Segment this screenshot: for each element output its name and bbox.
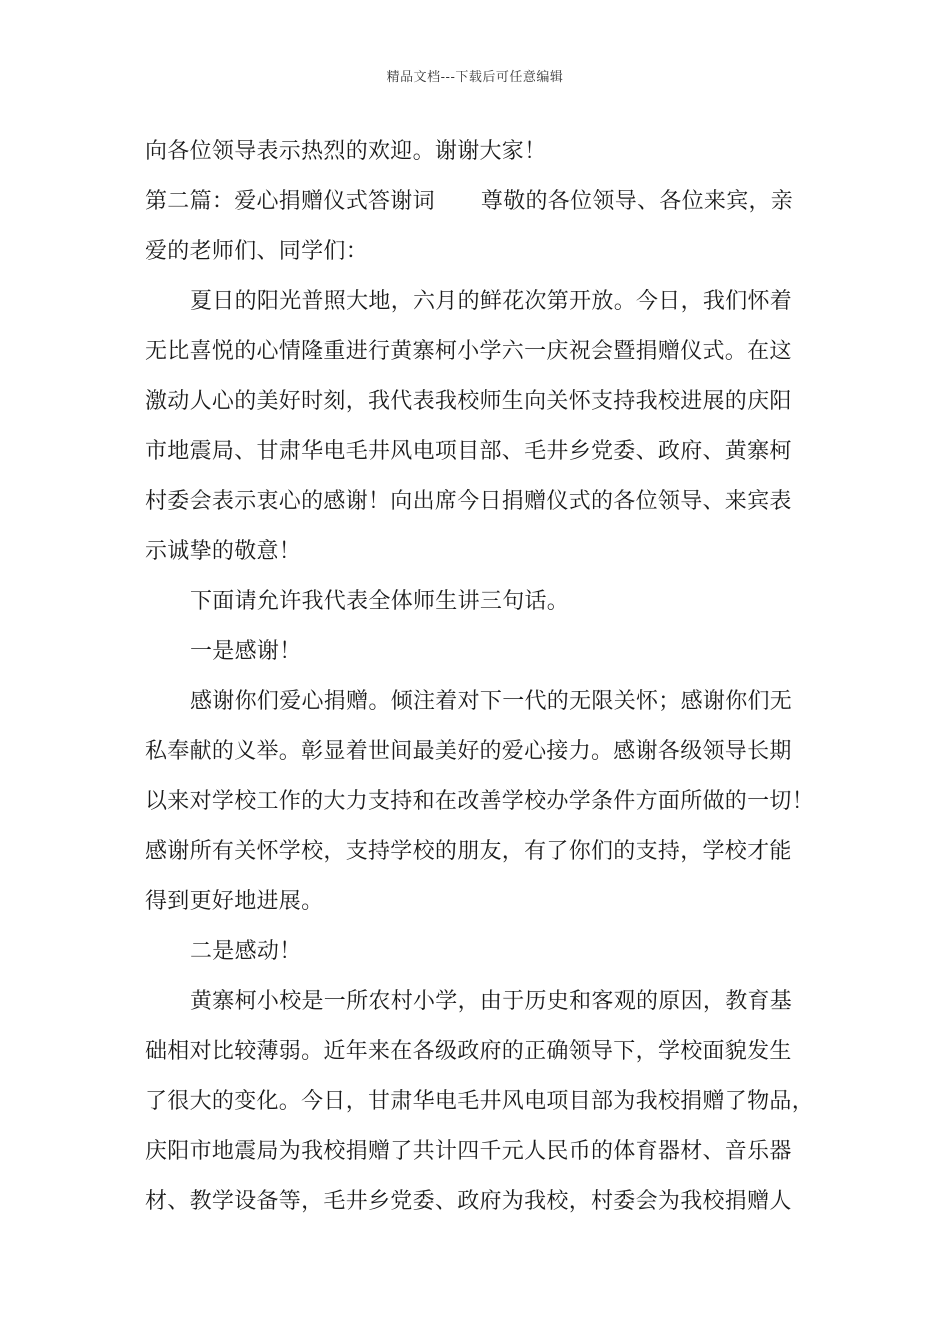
text-line: 黄寨柯小校是一所农村小学，由于历史和客观的原因，教育基 — [190, 989, 793, 1014]
text-line — [145, 177, 825, 227]
text-line: 下面请允许我代表全体师生讲三句话。 — [190, 589, 570, 614]
text-line: 私奉献的义举。彰显着世间最美好的爱心接力。感谢各级领导长期 — [145, 739, 792, 764]
text-line: 础相对比较薄弱。近年来在各级政府的正确领导下，学校面貌发生 — [145, 1039, 792, 1064]
text-line: 了很大的变化。今日，甘肃华电毛井风电项目部为我校捐赠了物品， — [145, 1089, 815, 1114]
text-line: 夏日的阳光普照大地，六月的鲜花次第开放。今日，我们怀着 — [190, 289, 793, 314]
salutation: 尊敬的各位领导、各位来宾，亲 — [480, 189, 794, 214]
text-line: 一是感谢！ — [190, 639, 302, 664]
text-line: 无比喜悦的心情隆重进行黄寨柯小学六一庆祝会暨捐赠仪式。在这 — [145, 339, 792, 364]
text-line: 示诚挚的敬意！ — [145, 539, 302, 564]
text-line: 村委会表示衷心的感谢！向出席今日捐赠仪式的各位领导、来宾表 — [145, 489, 792, 514]
text-line: 庆阳市地震局为我校捐赠了共计四千元人民币的体育器材、音乐器 — [145, 1139, 792, 1164]
document-body — [145, 127, 825, 1227]
page-header: 精品文档---下载后可任意编辑 — [386, 70, 564, 85]
text-line: 感谢所有关怀学校，支持学校的朋友，有了你们的支持，学校才能 — [145, 839, 792, 864]
section-title: 第二篇：爱心捐赠仪式答谢词 — [145, 189, 435, 214]
text-line: 市地震局、甘肃华电毛井风电项目部、毛井乡党委、政府、黄寨柯 — [145, 439, 792, 464]
text-line: 向各位领导表示热烈的欢迎。谢谢大家！ — [145, 139, 547, 164]
text-line: 得到更好地进展。 — [145, 889, 324, 914]
text-line: 材、教学设备等，毛井乡党委、政府为我校，村委会为我校捐赠人 — [145, 1189, 792, 1214]
text-line: 以来对学校工作的大力支持和在改善学校办学条件方面所做的一切！ — [145, 789, 815, 814]
text-line: 二是感动！ — [190, 939, 302, 964]
text-line: 激动人心的美好时刻，我代表我校师生向关怀支持我校进展的庆阳 — [145, 389, 792, 414]
text-line: 爱的老师们、同学们： — [145, 239, 369, 264]
text-line: 感谢你们爱心捐赠。倾注着对下一代的无限关怀；感谢你们无 — [190, 689, 793, 714]
